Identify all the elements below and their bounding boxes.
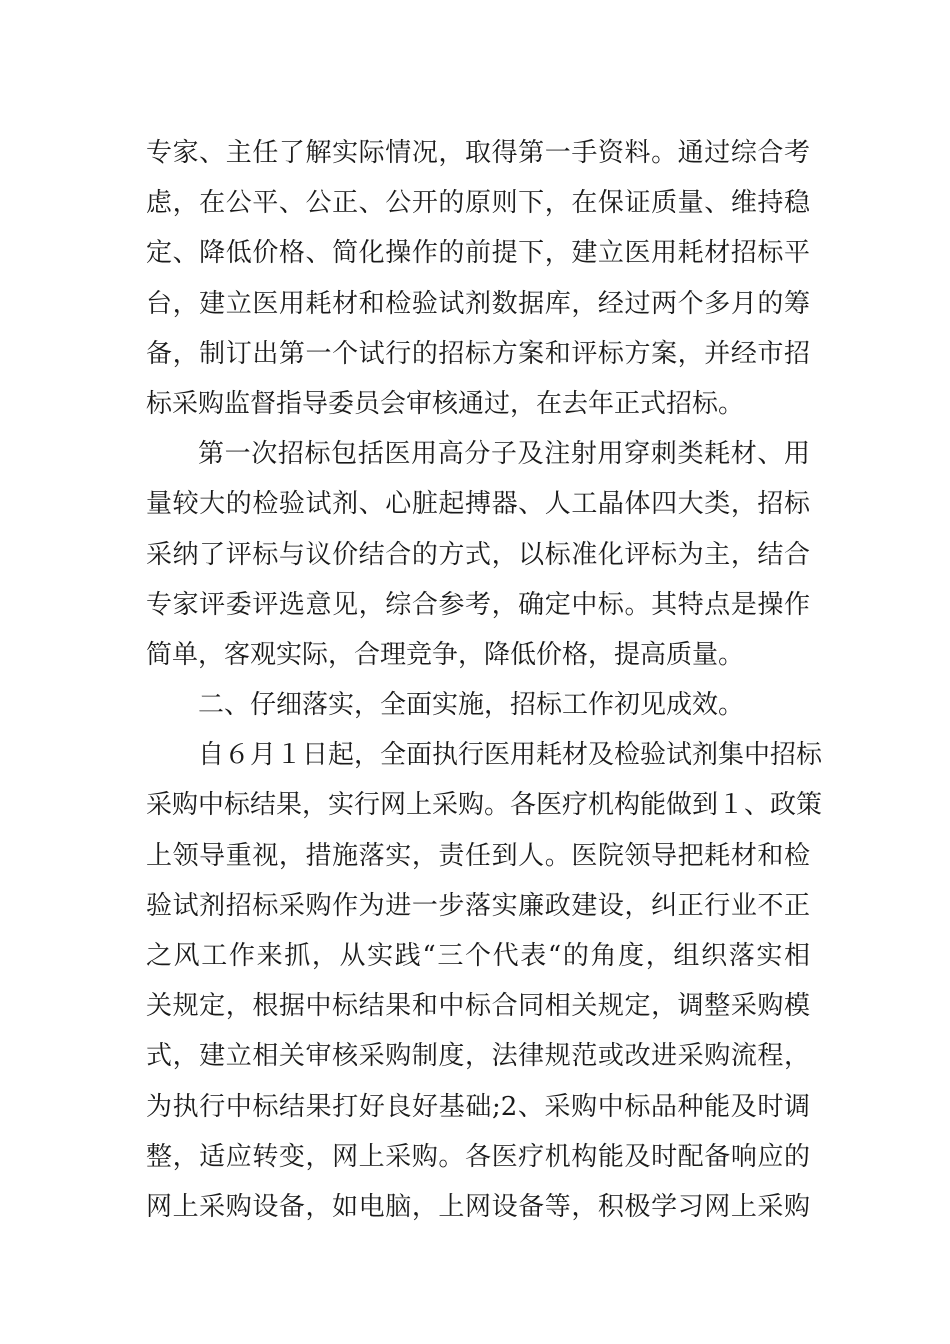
text-line: 二、仔细落实，全面实施，招标工作初见成效。: [198, 690, 745, 721]
text-line: 关规定，根据中标结果和中标合同相关规定，调整采购模: [146, 991, 810, 1022]
text-line: 式，建立相关审核采购制度，法律规范或改进采购流程，: [146, 1041, 810, 1072]
text-line: 专家、主任了解实际情况，取得第一手资料。通过综合考: [146, 138, 810, 168]
text-line: 标采购监督指导委员会审核通过，在去年正式招标。: [146, 388, 745, 419]
text-line: 采购中标结果，实行网上采购。各医疗机构能做到１、政策: [146, 790, 823, 821]
text-line: 之风工作来抓，从实践“三个代表“的角度，组织落实相: [146, 941, 810, 971]
text-line: 虑，在公平、公正、公开的原则下，在保证质量、维持稳: [146, 188, 810, 219]
text-line: 专家评委评选意见，综合参考，确定中标。其特点是操作: [146, 589, 810, 620]
text-line: 简单，客观实际，合理竞争，降低价格，提高质量。: [146, 639, 745, 670]
text-line: 定、降低价格、简化操作的前提下，建立医用耗材招标平: [146, 238, 810, 269]
text-line: 为执行中标结果打好良好基础;2、采购中标品种能及时调: [146, 1091, 810, 1122]
text-line: 备，制订出第一个试行的招标方案和评标方案，并经市招: [146, 338, 810, 369]
document-body: [146, 128, 823, 1232]
text-line: 验试剂招标采购作为进一步落实廉政建设，纠正行业不正: [146, 890, 810, 921]
text-line: 第一次招标包括医用高分子及注射用穿刺类耗材、用: [198, 439, 810, 470]
text-line: 整，适应转变，网上采购。各医疗机构能及时配备响应的: [146, 1141, 810, 1172]
text-line: 采纳了评标与议价结合的方式，以标准化评标为主，结合: [146, 539, 810, 570]
text-line: 自６月１日起，全面执行医用耗材及检验试剂集中招标: [198, 740, 823, 771]
text-line: 网上采购设备，如电脑，上网设备等，积极学习网上采购: [146, 1191, 810, 1222]
text-line: 台，建立医用耗材和检验试剂数据库，经过两个多月的筹: [146, 288, 810, 319]
text-line: 上领导重视，措施落实，责任到人。医院领导把耗材和检: [146, 840, 810, 871]
text-line: 量较大的检验试剂、心脏起搏器、人工晶体四大类，招标: [146, 489, 810, 520]
